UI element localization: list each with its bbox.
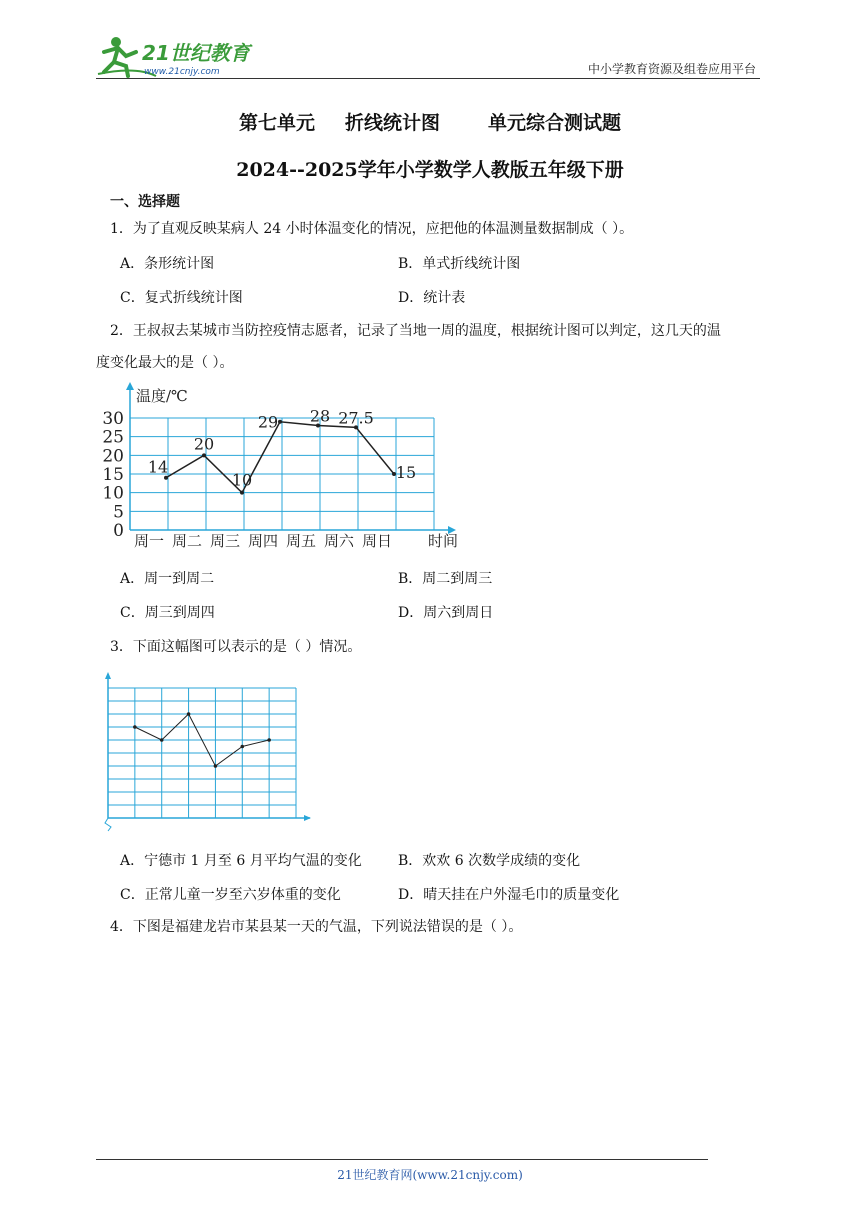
question-3-stem: 3．下面这幅图可以表示的是（ ）情况。 (110, 639, 362, 655)
footer-divider (96, 1159, 708, 1160)
chart2-x-axis-arrow (304, 815, 311, 821)
header-tagline: 中小学教育资源及组卷应用平台 (587, 62, 756, 76)
header-divider (96, 78, 760, 79)
q2-option-a[interactable]: A．周一到周二 (120, 571, 215, 587)
q3-line-chart (100, 670, 315, 832)
chart2-axis-break (105, 818, 111, 831)
chart1-ytick-label: 30 (102, 409, 124, 429)
chart1-category-label: 周四 (247, 532, 279, 550)
chart1-data-label: 15 (395, 463, 417, 482)
chart2-data-point (160, 738, 164, 742)
chart1-ylabel: 温度/℃ (136, 387, 188, 405)
chart1-data-label: 14 (147, 457, 169, 477)
chart2-data-point (267, 738, 271, 742)
section-title: 一、选择题 (110, 194, 180, 210)
question-4-stem: 4．下图是福建龙岩市某县某一天的气温，下列说法错误的是（ ）。 (110, 919, 523, 935)
chart1-category-label: 周三 (209, 532, 241, 550)
page-subtitle: 2024--2025学年小学数学人教版五年级下册 (236, 159, 624, 181)
question-2-stem-line2: 度变化最大的是（ ）。 (96, 355, 234, 371)
chart1-ytick-label: 0 (113, 521, 124, 541)
logo-text: 21世纪教育 (142, 41, 250, 65)
q2-option-d[interactable]: D．周六到周日 (398, 605, 494, 621)
q3-option-d[interactable]: D．晴天挂在户外湿毛巾的质量变化 (398, 887, 620, 903)
q1-option-c[interactable]: C．复式折线统计图 (120, 290, 243, 306)
q1-option-b[interactable]: B．单式折线统计图 (398, 256, 521, 272)
chart1-data-label: 29 (257, 412, 279, 432)
title-test: 单元综合测试题 (488, 112, 622, 134)
chart2-data-point (240, 745, 244, 749)
chart1-data-point (240, 491, 244, 495)
q3-option-b[interactable]: B．欢欢 6 次数学成绩的变化 (398, 853, 581, 869)
chart1-ytick-label: 25 (102, 427, 124, 448)
chart1-data-point (202, 453, 206, 457)
chart1-category-label: 周五 (285, 532, 317, 550)
page-title (0, 108, 860, 135)
chart1-xlabel: 时间 (428, 532, 459, 550)
q3-option-a[interactable]: A．宁德市 1 月至 6 月平均气温的变化 (120, 853, 362, 869)
chart1-category-label: 周六 (323, 532, 355, 550)
chart1-category-label: 周日 (361, 532, 393, 550)
chart2-data-point (187, 712, 191, 716)
question-2-stem-line1: 2．王叔叔去某城市当防控疫情志愿者，记录了当地一周的温度，根据统计图可以判定，这几天的温 (110, 323, 721, 339)
chart1-ytick-label: 15 (102, 465, 124, 485)
question-1-stem: 1．为了直观反映某病人 24 小时体温变化的情况，应把他的体温测量数据制成（ ）。 (110, 221, 634, 237)
chart1-data-point (278, 420, 282, 424)
runner-logo-icon (96, 30, 266, 82)
q2-option-b[interactable]: B．周二到周三 (398, 571, 493, 587)
chart2-data-point (133, 725, 137, 729)
q1-option-d[interactable]: D．统计表 (398, 290, 466, 306)
chart1-data-label: 10 (231, 470, 253, 490)
chart1-data-label: 28 (309, 406, 331, 426)
chart1-category-label: 周二 (171, 532, 203, 550)
footer-text: 21世纪教育网(www.21cnjy.com) (337, 1168, 523, 1182)
logo-url: www.21cnjy.com (144, 67, 220, 77)
site-logo (96, 30, 266, 82)
chart1-ytick-label: 10 (102, 483, 124, 504)
chart1-ytick-label: 20 (102, 446, 124, 467)
chart1-ytick-label: 5 (113, 502, 124, 523)
chart2-y-axis-arrow (105, 672, 111, 679)
chart1-data-label: 20 (193, 434, 215, 454)
title-topic: 折线统计图 (344, 112, 440, 134)
q1-option-a[interactable]: A．条形统计图 (120, 256, 215, 272)
title-unit: 第七单元 (238, 112, 315, 134)
chart1-category-label: 周一 (133, 532, 165, 550)
chart2-data-point (214, 764, 218, 768)
q3-option-c[interactable]: C．正常儿童一岁至六岁体重的变化 (120, 887, 341, 903)
chart1-y-axis-arrow (126, 382, 134, 390)
chart1-series-line (166, 422, 394, 493)
chart1-data-label: 27.5 (338, 408, 374, 428)
q2-temperature-chart (102, 380, 468, 556)
q2-option-c[interactable]: C．周三到周四 (120, 605, 215, 621)
